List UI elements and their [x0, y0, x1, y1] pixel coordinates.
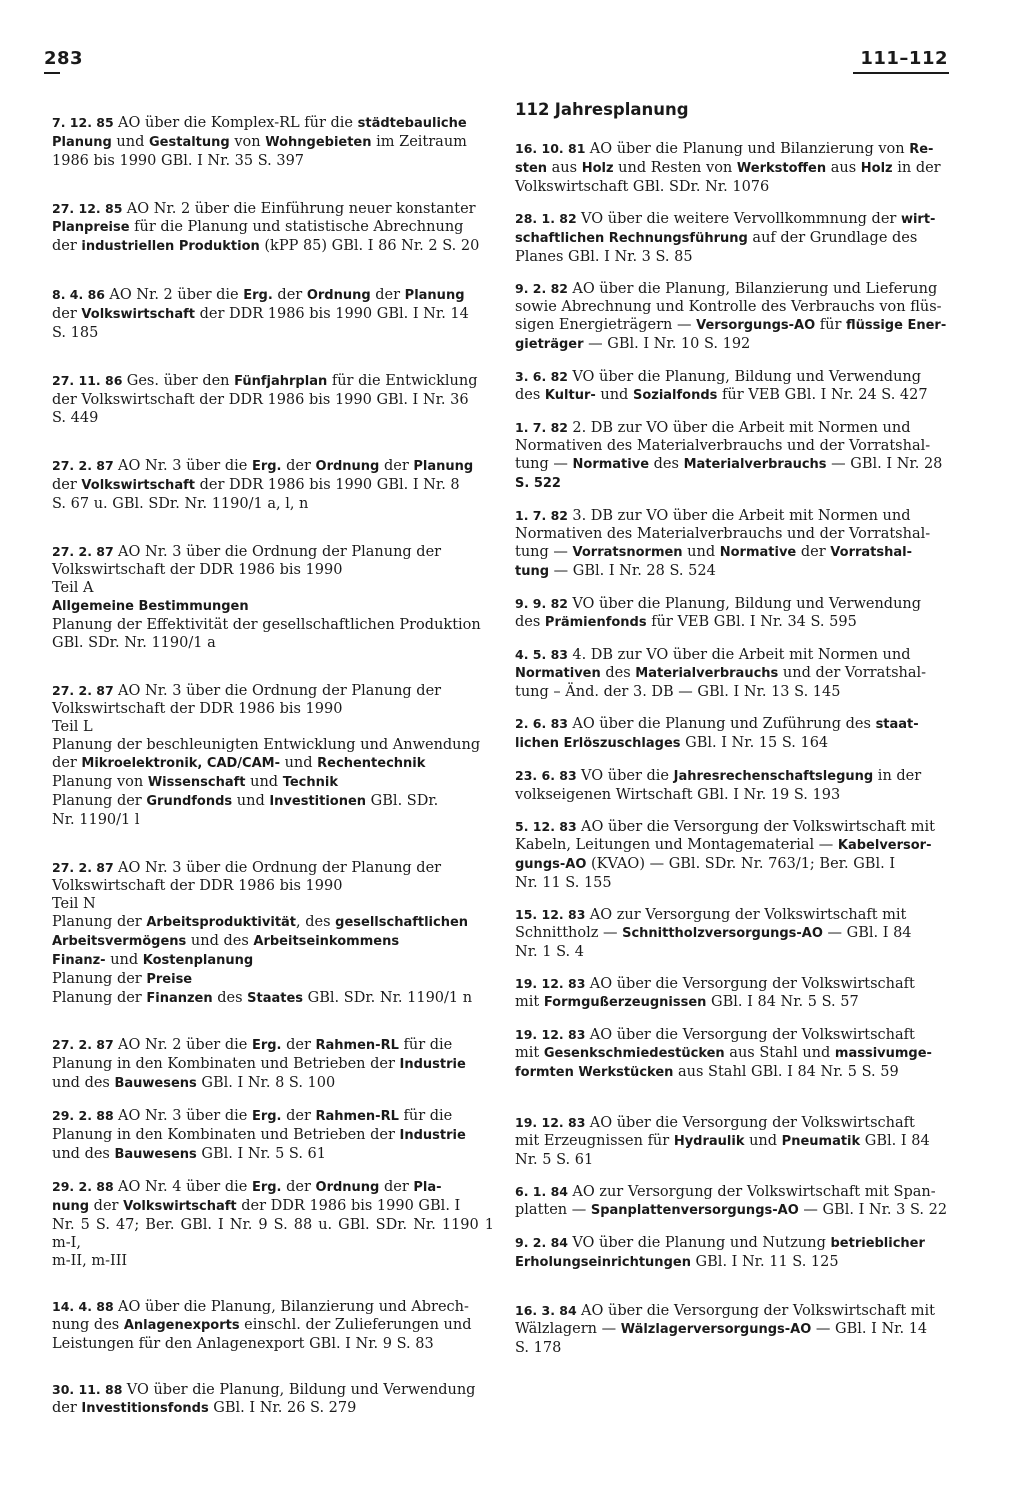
entry-date: 9. 9. 82: [515, 596, 573, 611]
entry-line: Nr. 5 S. 47; Ber. GBl. I Nr. 9 S. 88 u. GBl. SDr. Nr. 1190 1 m-I,: [52, 1217, 494, 1251]
entry-line: [515, 1026, 959, 1044]
legal-entry: [515, 140, 959, 196]
legal-entry: [515, 975, 959, 1012]
emphasis-term: Fünfjahrplan: [234, 374, 328, 389]
entry-line: Planpreise für die Planung und statistische Abrechnung: [52, 219, 464, 235]
legal-entry: [52, 682, 494, 829]
entry-text: AO über die Planung und Bilanzierung von Re-: [589, 141, 934, 157]
entry-text: AO Nr. 3 über die Ordnung der Planung der: [118, 860, 442, 876]
emphasis-term: Volkswirtschaft: [123, 1199, 237, 1214]
legal-entry: [52, 114, 494, 170]
entry-date: 27. 2. 87: [52, 458, 119, 473]
entry-line: [52, 1381, 494, 1399]
entry-date: 29. 2. 88: [52, 1179, 119, 1194]
legal-entry: [515, 1183, 959, 1220]
emphasis-term: Vorratsnormen: [572, 545, 683, 560]
entry-line: tung — Vorratsnormen und Normative der Vorratshal-: [515, 544, 912, 560]
entry-date: 2. 6. 83: [515, 716, 573, 731]
entry-date: 19. 12. 83: [515, 1027, 590, 1042]
legal-entry: [515, 280, 959, 354]
emphasis-term: Arbeitseinkommens: [253, 934, 400, 949]
entry-line: [515, 818, 959, 836]
entry-line: [515, 1302, 959, 1320]
entry-line: platten — Spanplattenversorgungs-AO — GBl. I Nr. 3 S. 22: [515, 1202, 948, 1218]
entry-line: Normativen des Materialverbrauchs und der Vorratshal-: [515, 665, 927, 681]
entry-date: 29. 2. 88: [52, 1108, 119, 1123]
emphasis-term: S. 522: [515, 476, 561, 491]
entry-line: volkseigenen Wirtschaft GBl. I Nr. 19 S. 193: [515, 787, 841, 803]
entry-line: Nr. 1 S. 4: [515, 944, 584, 960]
entry-line: 1986 bis 1990 GBl. I Nr. 35 S. 397: [52, 153, 305, 169]
emphasis-term: Prämienfonds: [544, 615, 647, 630]
emphasis-term: Ordnung: [315, 459, 380, 474]
emphasis-term: Spanplattenversorgungs-AO: [590, 1203, 799, 1218]
entry-text: AO Nr. 2 über die Einführung neuer konstanter: [126, 201, 476, 217]
legal-entry: [515, 767, 959, 804]
emphasis-term: Normative: [719, 545, 797, 560]
legal-entry: [52, 1178, 494, 1270]
entry-line: sigen Energieträgern — Versorgungs-AO für flüssige Ener-: [515, 317, 947, 333]
entry-line: Planung der Arbeitsproduktivität, des gesellschaftlichen: [52, 914, 469, 930]
entry-date: 15. 12. 83: [515, 907, 590, 922]
entry-date: 1. 7. 82: [515, 420, 573, 435]
legal-entry: [52, 1107, 494, 1164]
entry-line: S. 178: [515, 1340, 562, 1356]
emphasis-term: Erg.: [243, 288, 273, 303]
entry-line: Kabeln, Leitungen und Montagematerial — Kabelversor-: [515, 837, 932, 853]
legal-entry: [52, 1036, 494, 1093]
entry-line: [52, 372, 494, 391]
emphasis-term: Planpreise: [52, 220, 130, 235]
entry-line: Teil A: [52, 580, 94, 596]
entry-line: S. 67 u. GBl. SDr. Nr. 1190/1 a, l, n: [52, 496, 309, 512]
emphasis-term: gieträger: [515, 337, 584, 352]
section-heading: [515, 100, 959, 126]
entry-line: Normativen des Materialverbrauchs und der Vorratshal-: [515, 526, 931, 542]
entry-line: Planung und Gestaltung von Wohngebieten im Zeitraum: [52, 134, 467, 150]
entry-date: 9. 2. 82: [515, 281, 573, 296]
emphasis-term: Erg.: [251, 1109, 282, 1124]
entry-line: [52, 114, 494, 133]
emphasis-term: Arbeitsproduktivität: [146, 915, 297, 930]
entry-date: 16. 3. 84: [515, 1303, 582, 1318]
emphasis-term: Rechentechnik: [317, 756, 426, 771]
entry-line: [515, 1183, 959, 1201]
entry-line: Planung in den Kombinaten und Betrieben der Industrie: [52, 1056, 466, 1072]
legal-entry: [515, 368, 959, 405]
entry-line: [52, 543, 494, 561]
entry-line: der Mikroelektronik, CAD/CAM- und Rechentechnik: [52, 755, 426, 771]
emphasis-term: Arbeitsvermögens: [52, 934, 187, 949]
emphasis-term: massivumge-: [834, 1046, 932, 1061]
right-column: [515, 100, 959, 1357]
legal-entry: [52, 1381, 494, 1418]
entry-line: gungs-AO (KVAO) — GBl. SDr. Nr. 763/1; Ber. GBl. I: [515, 856, 896, 872]
entry-date: 1. 7. 82: [515, 508, 573, 523]
legal-entry: [515, 210, 959, 266]
emphasis-term: sten: [515, 161, 548, 176]
emphasis-term: nung: [52, 1199, 90, 1214]
emphasis-term: Pla-: [413, 1180, 442, 1195]
entry-text: AO Nr. 3 über die Erg. der Ordnung der Planung: [118, 458, 474, 474]
emphasis-term: Preise: [146, 972, 193, 987]
entry-line: Teil N: [52, 896, 96, 912]
entry-line: Teil L: [52, 719, 93, 735]
emphasis-term: Bauwesens: [114, 1076, 197, 1091]
entry-line: sowie Abrechnung und Kontrolle des Verbrauchs von flüs-: [515, 299, 942, 315]
entry-line: [52, 457, 494, 476]
emphasis-term: Werkstoffen: [736, 161, 827, 176]
emphasis-term: Holz: [581, 161, 614, 176]
legal-entry: [515, 507, 959, 581]
entry-line: Planung der beschleunigten Entwicklung und Anwendung: [52, 737, 481, 753]
entry-date: 27. 2. 87: [52, 683, 119, 698]
emphasis-term: Versorgungs-AO: [696, 318, 816, 333]
entry-line: Leistungen für den Anlagenexport GBl. I Nr. 9 S. 83: [52, 1336, 434, 1352]
entry-date: 4. 5. 83: [515, 647, 573, 662]
entry-date: 27. 11. 86: [52, 373, 127, 388]
emphasis-term: Erg.: [251, 459, 282, 474]
emphasis-term: wirt-: [900, 212, 936, 227]
entry-text: AO zur Versorgung der Volkswirtschaft mit Span-: [572, 1184, 936, 1200]
entry-line: Volkswirtschaft der DDR 1986 bis 1990: [52, 701, 343, 717]
emphasis-term: flüssige Ener-: [845, 318, 947, 333]
entry-line: der industriellen Produktion (kPP 85) GBl. I 86 Nr. 2 S. 20: [52, 238, 480, 254]
entry-line: [52, 597, 494, 616]
entry-line: [515, 595, 959, 613]
emphasis-term: Hydraulik: [673, 1134, 745, 1149]
entry-text: VO über die Jahresrechenschaftslegung in der: [581, 768, 922, 784]
entry-line: Planung der Effektivität der gesellschaftlichen Produktion: [52, 617, 481, 633]
entry-line: [52, 682, 494, 700]
entry-date: 5. 12. 83: [515, 819, 582, 834]
legal-entry: [515, 1302, 959, 1357]
entry-date: 30. 11. 88: [52, 1382, 127, 1397]
entry-line: Nr. 1190/1 l: [52, 812, 140, 828]
entry-line: [515, 280, 959, 298]
section-number: 112: [515, 100, 550, 119]
entry-line: [515, 767, 959, 786]
emphasis-term: Jahresrechenschaftslegung: [673, 769, 874, 784]
emphasis-term: formten Werkstücken: [515, 1065, 674, 1080]
entry-line: des Kultur- und Sozialfonds für VEB GBl. I Nr. 24 S. 427: [515, 387, 928, 403]
entry-line: mit Formgußerzeugnissen GBl. I 84 Nr. 5 S. 57: [515, 994, 859, 1010]
legal-entry: [515, 419, 959, 493]
emphasis-term: Grundfonds: [146, 794, 233, 809]
emphasis-term: Kultur-: [544, 388, 596, 403]
entry-text: AO Nr. 3 über die Ordnung der Planung der: [118, 544, 442, 560]
emphasis-term: Investitionen: [269, 794, 367, 809]
emphasis-term: Planung: [404, 288, 465, 303]
emphasis-term: Volkswirtschaft: [81, 307, 195, 322]
emphasis-term: Anlagenexports: [123, 1318, 240, 1333]
emphasis-term: Wissenschaft: [147, 775, 246, 790]
entry-text: AO über die Versorgung der Volkswirtschaft: [589, 1027, 915, 1043]
entry-line: [52, 200, 494, 218]
entry-text: AO Nr. 3 über die Ordnung der Planung der: [118, 683, 442, 699]
entry-line: des Prämienfonds für VEB GBl. I Nr. 34 S. 595: [515, 614, 857, 630]
entry-line: [515, 210, 959, 229]
emphasis-term: Materialverbrauchs: [683, 457, 827, 472]
entry-line: S. 449: [52, 410, 99, 426]
entry-line: formten Werkstücken aus Stahl GBl. I 84 Nr. 5 S. 59: [515, 1064, 899, 1080]
legal-entry: [52, 457, 494, 513]
entry-line: [52, 1036, 494, 1055]
emphasis-term: Gestaltung: [149, 135, 230, 150]
entry-line: mit Erzeugnissen für Hydraulik und Pneumatik GBl. I 84: [515, 1133, 930, 1149]
entry-line: Volkswirtschaft der DDR 1986 bis 1990: [52, 878, 343, 894]
emphasis-term: Normativen: [515, 666, 601, 681]
entry-line: Planung in den Kombinaten und Betrieben der Industrie: [52, 1127, 466, 1143]
legal-entry: [52, 372, 494, 427]
entry-text: Ges. über den Fünfjahrplan für die Entwicklung: [126, 373, 478, 389]
legal-entry: [515, 1234, 959, 1272]
entry-text: AO zur Versorgung der Volkswirtschaft mit: [589, 907, 907, 923]
emphasis-term: betrieblicher: [830, 1236, 925, 1251]
entry-date: 27. 2. 87: [52, 1037, 119, 1052]
entry-text: VO über die Planung und Nutzung betrieblicher: [572, 1235, 925, 1251]
entry-line: tung – Änd. der 3. DB — GBl. I Nr. 13 S. 145: [515, 684, 841, 700]
entry-date: 9. 2. 84: [515, 1235, 573, 1250]
entry-date: 7. 12. 85: [52, 115, 119, 130]
page-number: 283: [44, 48, 84, 69]
entry-line: m-II, m-III: [52, 1253, 128, 1269]
emphasis-term: Schnittholzversorgungs-AO: [622, 926, 823, 941]
entry-line: Nr. 11 S. 155: [515, 875, 612, 891]
emphasis-term: industriellen Produktion: [81, 239, 260, 254]
emphasis-term: Pneumatik: [781, 1134, 861, 1149]
emphasis-term: Kabelversor-: [837, 838, 932, 853]
entry-line: Arbeitsvermögens und des Arbeitseinkommens: [52, 933, 400, 949]
entry-date: 27. 2. 87: [52, 544, 119, 559]
emphasis-term: Industrie: [399, 1128, 466, 1143]
entry-line: der Volkswirtschaft der DDR 1986 bis 1990 GBl. I Nr. 36: [52, 392, 469, 408]
legal-entry: [52, 543, 494, 652]
emphasis-term: städtebauliche: [357, 116, 467, 131]
entry-line: S. 185: [52, 325, 99, 341]
entry-date: 27. 2. 87: [52, 860, 119, 875]
entry-line: und des Bauwesens GBl. I Nr. 8 S. 100: [52, 1075, 336, 1091]
entry-text: 4. DB zur VO über die Arbeit mit Normen und: [572, 647, 911, 663]
entry-line: Volkswirtschaft GBl. SDr. Nr. 1076: [515, 179, 770, 195]
entry-line: GBl. SDr. Nr. 1190/1 a: [52, 635, 216, 651]
emphasis-term: Volkswirtschaft: [81, 478, 195, 493]
emphasis-term: Materialverbrauchs: [635, 666, 779, 681]
entry-line: nung des Anlagenexports einschl. der Zulieferungen und: [52, 1317, 472, 1333]
emphasis-term: Ordnung: [315, 1180, 380, 1195]
entry-line: Normativen des Materialverbrauchs und der Vorratshal-: [515, 438, 931, 454]
entry-line: Nr. 5 S. 61: [515, 1152, 594, 1168]
emphasis-term: tung: [515, 564, 550, 579]
emphasis-term: Wälzlagerversorgungs-AO: [620, 1322, 812, 1337]
entry-line: [515, 975, 959, 993]
emphasis-term: Normative: [572, 457, 650, 472]
emphasis-term: Planung: [52, 135, 112, 150]
emphasis-term: Erg.: [251, 1038, 282, 1053]
emphasis-term: Finanzen: [146, 991, 213, 1006]
entry-date: 27. 12. 85: [52, 201, 127, 216]
entry-line: [515, 474, 959, 493]
entry-date: 8. 4. 86: [52, 287, 110, 302]
entry-line: [515, 140, 959, 159]
entry-date: 6. 1. 84: [515, 1184, 573, 1199]
emphasis-term: lichen Erlöszuschlages: [515, 736, 681, 751]
right-entries: [515, 140, 959, 1357]
entry-line: Finanz- und Kostenplanung: [52, 952, 254, 968]
emphasis-term: Sozialfonds: [632, 388, 718, 403]
entry-line: [52, 1178, 494, 1197]
entry-line: Planung der Preise: [52, 971, 193, 987]
entry-line: der Volkswirtschaft der DDR 1986 bis 1990 GBl. I Nr. 8: [52, 477, 460, 493]
entry-line: Planung von Wissenschaft und Technik: [52, 774, 338, 790]
emphasis-term: Staates: [247, 991, 304, 1006]
entry-line: der Investitionsfonds GBl. I Nr. 26 S. 279: [52, 1400, 357, 1416]
emphasis-term: staat-: [875, 717, 919, 732]
emphasis-term: gesellschaftlichen: [335, 915, 469, 930]
entry-text: AO über die Planung, Bilanzierung und Abrech-: [118, 1299, 469, 1315]
entry-date: 28. 1. 82: [515, 211, 582, 226]
entry-line: [52, 1107, 494, 1126]
entry-line: nung der Volkswirtschaft der DDR 1986 bis 1990 GBl. I: [52, 1198, 461, 1214]
entry-text: AO über die Komplex-RL für die städtebauliche: [118, 115, 467, 131]
emphasis-term: Holz: [860, 161, 893, 176]
emphasis-term: Rahmen-RL: [315, 1109, 399, 1124]
entry-text: AO Nr. 3 über die Erg. der Rahmen-RL für die: [118, 1108, 453, 1124]
entry-date: 23. 6. 83: [515, 768, 582, 783]
emphasis-term: Finanz-: [52, 953, 106, 968]
legal-entry: [515, 646, 959, 701]
legal-entry: [515, 595, 959, 632]
legal-entry: [515, 1026, 959, 1082]
emphasis-term: Re-: [909, 142, 934, 157]
emphasis-term: Planung: [413, 459, 474, 474]
emphasis-term: Ordnung: [306, 288, 371, 303]
emphasis-term: Bauwesens: [114, 1147, 197, 1162]
entry-line: mit Gesenkschmiedestücken aus Stahl und massivumge-: [515, 1045, 932, 1061]
entry-line: [52, 286, 494, 305]
emphasis-term: Formgußerzeugnissen: [543, 995, 707, 1010]
entry-date: 16. 10. 81: [515, 141, 590, 156]
legal-entry: [52, 200, 494, 256]
entry-line: [515, 1234, 959, 1253]
entry-line: der Volkswirtschaft der DDR 1986 bis 1990 GBl. I Nr. 14: [52, 306, 469, 322]
legal-entry: [515, 1114, 959, 1169]
emphasis-term: Vorratshal-: [830, 545, 912, 560]
entry-date: 3. 6. 82: [515, 369, 573, 384]
emphasis-term: Gesenkschmiedestücken: [543, 1046, 725, 1061]
entry-line: Planung der Grundfonds und Investitionen GBl. SDr.: [52, 793, 439, 809]
entry-line: gieträger — GBl. I Nr. 10 S. 192: [515, 336, 751, 352]
entry-text: AO über die Versorgung der Volkswirtschaft mit: [581, 1303, 935, 1319]
section-title: Jahresplanung: [554, 100, 689, 119]
entry-line: [515, 1114, 959, 1132]
header-rule-left: [44, 72, 60, 74]
header-rule-right: [853, 72, 949, 74]
entry-line: Schnittholz — Schnittholzversorgungs-AO — GBl. I 84: [515, 925, 912, 941]
entry-line: Wälzlagern — Wälzlagerversorgungs-AO — GBl. I Nr. 14: [515, 1321, 928, 1337]
entry-line: [52, 859, 494, 877]
entry-line: Planung der Finanzen des Staates GBl. SDr. Nr. 1190/1 n: [52, 990, 473, 1006]
entry-line: [515, 715, 959, 734]
emphasis-term: Investitionsfonds: [81, 1401, 209, 1416]
emphasis-term: Industrie: [399, 1057, 466, 1072]
entry-text: 3. DB zur VO über die Arbeit mit Normen und: [572, 508, 911, 524]
emphasis-term: Mikroelektronik, CAD/CAM-: [81, 756, 280, 771]
section-range: 111–112: [860, 48, 948, 69]
entry-line: [515, 906, 959, 924]
entry-line: tung — GBl. I Nr. 28 S. 524: [515, 563, 716, 579]
entry-line: tung — Normative des Materialverbrauchs — GBl. I Nr. 28: [515, 456, 943, 472]
entry-text: VO über die weitere Vervollkommnung der wirt-: [581, 211, 936, 227]
entry-line: Volkswirtschaft der DDR 1986 bis 1990: [52, 562, 343, 578]
entry-line: sten aus Holz und Resten von Werkstoffen aus Holz in der: [515, 160, 941, 176]
entry-date: 19. 12. 83: [515, 976, 590, 991]
entry-text: VO über die Planung, Bildung und Verwendung: [126, 1382, 476, 1398]
legal-entry: [515, 715, 959, 753]
emphasis-term: Rahmen-RL: [315, 1038, 399, 1053]
emphasis-term: Kostenplanung: [142, 953, 254, 968]
entry-line: lichen Erlöszuschlages GBl. I Nr. 15 S. 164: [515, 735, 829, 751]
left-column: [52, 100, 494, 1418]
entry-date: 19. 12. 83: [515, 1115, 590, 1130]
entry-line: Erholungseinrichtungen GBl. I Nr. 11 S. 125: [515, 1254, 839, 1270]
legal-entry: [52, 1298, 494, 1353]
entry-line: schaftlichen Rechnungsführung auf der Grundlage des: [515, 230, 918, 246]
legal-entry: [515, 906, 959, 961]
entry-line: Planes GBl. I Nr. 3 S. 85: [515, 249, 693, 265]
entry-text: AO über die Planung und Zuführung des staat-: [572, 716, 919, 732]
entry-text: AO über die Versorgung der Volkswirtschaft mit: [581, 819, 935, 835]
entry-text: AO Nr. 2 über die Erg. der Rahmen-RL für die: [118, 1037, 453, 1053]
entry-line: [515, 419, 959, 437]
entry-text: AO über die Versorgung der Volkswirtschaft: [589, 976, 915, 992]
entry-text: AO über die Planung, Bilanzierung und Lieferung: [572, 281, 938, 297]
emphasis-term: Technik: [282, 775, 338, 790]
entry-text: 2. DB zur VO über die Arbeit mit Normen und: [572, 420, 911, 436]
emphasis-term: Allgemeine Bestimmungen: [52, 599, 249, 614]
emphasis-term: Erholungseinrichtungen: [515, 1255, 691, 1270]
entry-text: AO Nr. 2 über die Erg. der Ordnung der Planung: [109, 287, 465, 303]
legal-entry: [515, 818, 959, 892]
entry-text: VO über die Planung, Bildung und Verwendung: [572, 369, 922, 385]
emphasis-term: schaftlichen Rechnungsführung: [515, 231, 748, 246]
emphasis-term: Wohngebieten: [265, 135, 372, 150]
emphasis-term: Erg.: [251, 1180, 282, 1195]
entry-text: AO über die Versorgung der Volkswirtschaft: [589, 1115, 915, 1131]
legal-entry: [52, 859, 494, 1008]
entry-line: [515, 646, 959, 664]
legal-entry: [52, 286, 494, 342]
entry-line: [515, 507, 959, 525]
entry-text: VO über die Planung, Bildung und Verwendung: [572, 596, 922, 612]
entry-line: [52, 1298, 494, 1316]
entry-date: 14. 4. 88: [52, 1299, 119, 1314]
entry-line: und des Bauwesens GBl. I Nr. 5 S. 61: [52, 1146, 327, 1162]
entry-line: [515, 368, 959, 386]
entry-text: AO Nr. 4 über die Erg. der Ordnung der Pla-: [118, 1179, 442, 1195]
emphasis-term: gungs-AO: [515, 857, 587, 872]
